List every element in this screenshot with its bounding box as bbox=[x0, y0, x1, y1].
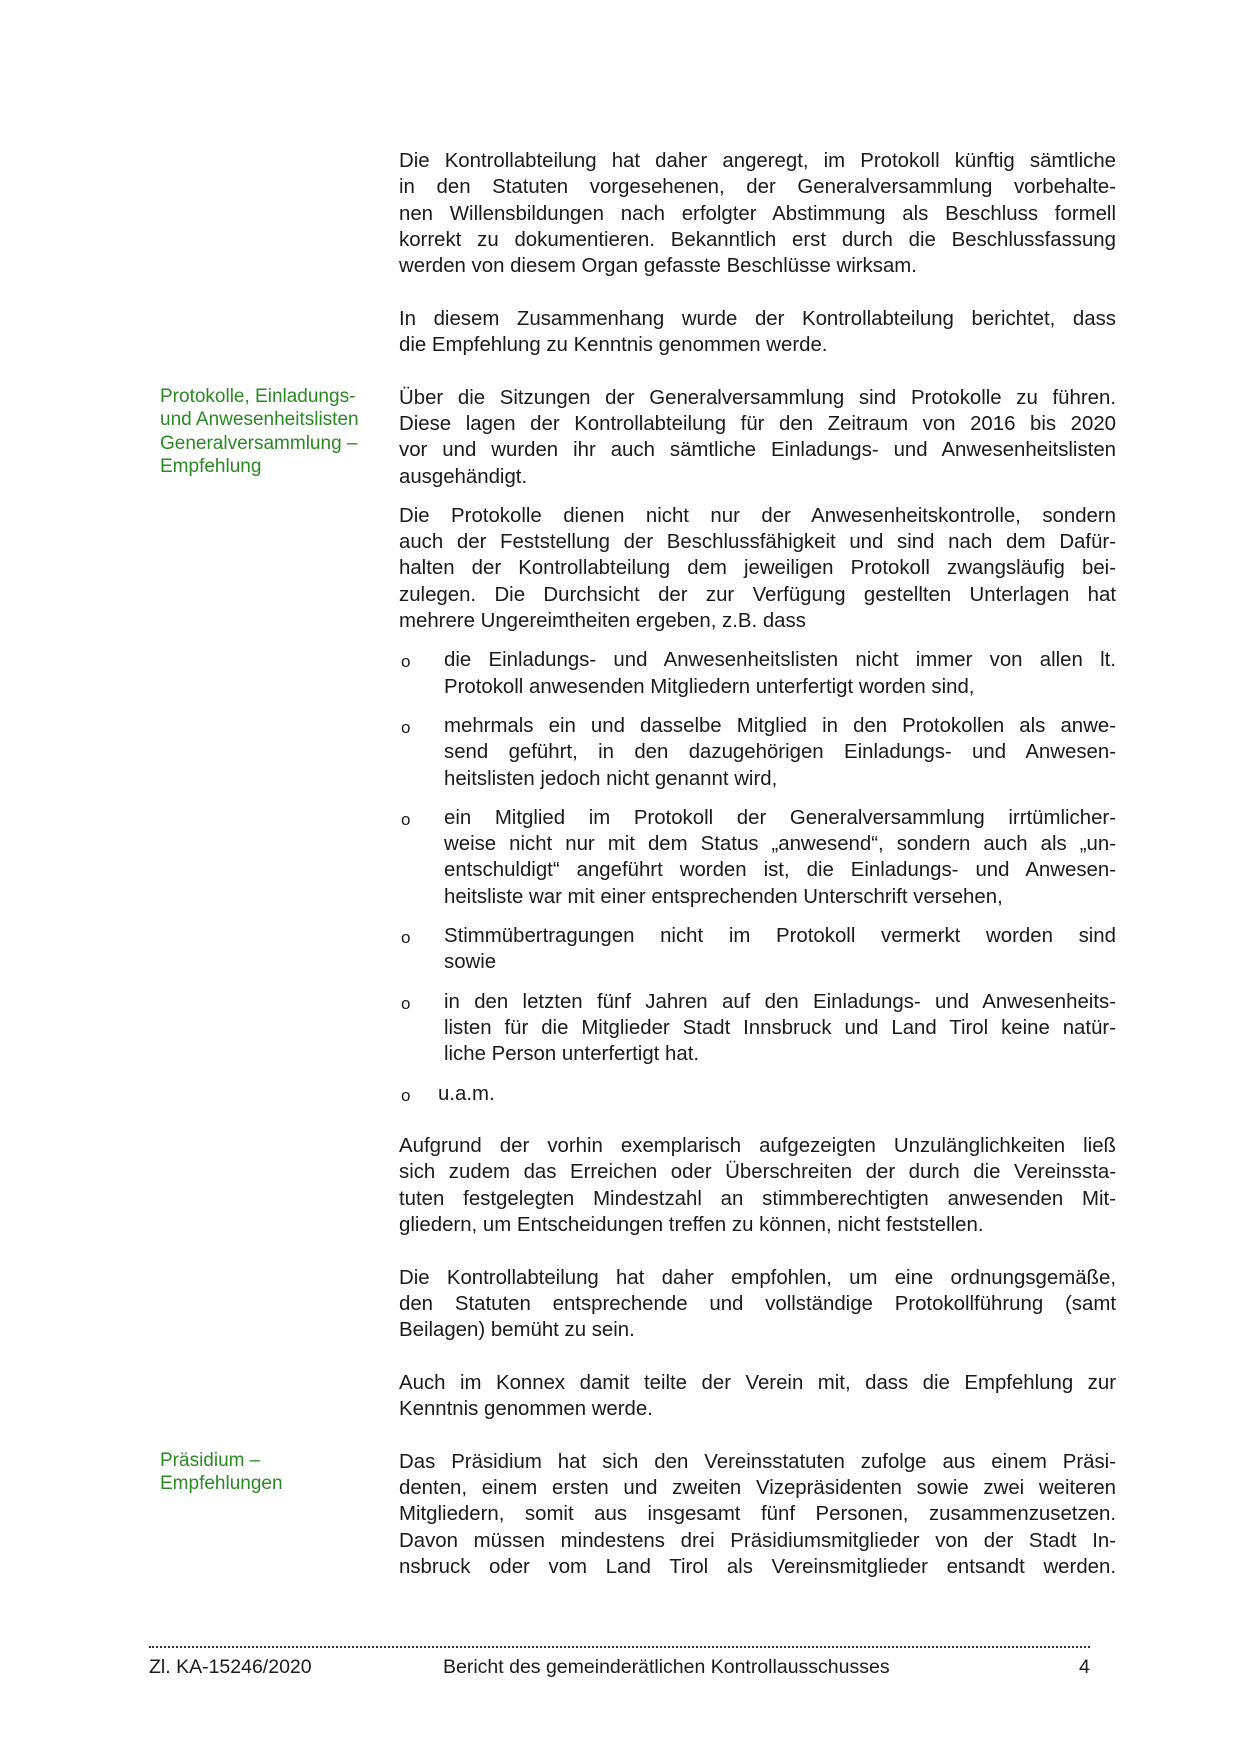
bullet-item bbox=[399, 1081, 1116, 1107]
text-line: mehrere Ungereimtheiten ergeben, z.B. dass bbox=[399, 610, 806, 633]
footer-divider bbox=[149, 1636, 1090, 1648]
text-line: send geführt, in den dazugehörigen Einladungs- und Anwesen- bbox=[444, 741, 1116, 764]
footer-title: Bericht des gemeinderätlichen Kontrollausschusses bbox=[443, 1656, 890, 1678]
bullet-marker: o bbox=[401, 993, 411, 1013]
text-line: Aufgrund der vorhin exemplarisch aufgezeigten Unzulänglichkeiten ließ bbox=[399, 1135, 1116, 1158]
text-line: liche Person unterfertigt hat. bbox=[444, 1043, 700, 1066]
bullet-marker: o bbox=[401, 928, 411, 948]
paragraph bbox=[399, 503, 1116, 634]
text-line: Die Kontrollabteilung hat daher empfohlen, um eine ordnungsgemäße, bbox=[399, 1266, 1116, 1289]
text-line: entschuldigt“ angeführt worden ist, die Einladungs- und Anwesen- bbox=[444, 859, 1116, 882]
text-line: die Einladungs- und Anwesenheitslisten nicht immer von allen lt. bbox=[444, 649, 1116, 672]
text-line: Generalversammlung – bbox=[160, 432, 358, 454]
text-line: ausgehändigt. bbox=[399, 465, 528, 488]
margin-label bbox=[160, 385, 385, 479]
text-line: in den letzten fünf Jahren auf den Einladungs- und Anwesenheits- bbox=[444, 990, 1116, 1013]
text-line: zulegen. Die Durchsicht der zur Verfügung gestellten Unterlagen hat bbox=[399, 583, 1116, 606]
paragraph bbox=[399, 306, 1116, 359]
bullet-marker: o bbox=[401, 717, 411, 737]
text-line: Präsidium – bbox=[160, 1449, 261, 1471]
text-line: auch der Feststellung der Beschlussfähigkeit und sind nach dem Dafür- bbox=[399, 531, 1116, 554]
text-line: Stimmübertragungen nicht im Protokoll vermerkt worden sind bbox=[444, 925, 1116, 948]
section-praesidium bbox=[160, 1449, 1116, 1580]
paragraph bbox=[399, 385, 1116, 490]
text-line: nen Willensbildungen nach erfolgter Abstimmung als Beschluss formell bbox=[399, 202, 1116, 225]
bullet-text: u.a.m. bbox=[438, 1082, 495, 1105]
text-line: vor und wurden ihr auch sämtliche Einladungs- und Anwesenheitslisten bbox=[399, 439, 1116, 462]
text-line: Empfehlungen bbox=[160, 1473, 283, 1495]
text-line: Beilagen) bemüht zu sein. bbox=[399, 1319, 635, 1342]
text-line: Davon müssen mindestens drei Präsidiumsmitglieder von der Stadt In- bbox=[399, 1529, 1116, 1552]
text-line: gliedern, um Entscheidungen treffen zu können, nicht feststellen. bbox=[399, 1213, 984, 1236]
text-line: weise nicht nur mit dem Status „anwesend“, sondern auch als „un- bbox=[444, 833, 1116, 856]
page-number: 4 bbox=[1079, 1656, 1090, 1678]
paragraph bbox=[399, 1133, 1116, 1238]
text-line: ein Mitglied im Protokoll der Generalversammlung irrtümlicher- bbox=[444, 806, 1116, 829]
paragraph bbox=[399, 1370, 1116, 1423]
bullet-marker: o bbox=[401, 1085, 411, 1105]
paragraph bbox=[399, 1449, 1116, 1580]
text-line: und Anwesenheitslisten bbox=[160, 409, 359, 431]
text-line: Die Protokolle dienen nicht nur der Anwesenheitskontrolle, sondern bbox=[399, 504, 1116, 527]
text-line: Diese lagen der Kontrollabteilung für den Zeitraum von 2016 bis 2020 bbox=[399, 412, 1116, 435]
text-line: den Statuten entsprechende und vollständige Protokollführung (samt bbox=[399, 1292, 1116, 1315]
paragraph bbox=[399, 1265, 1116, 1344]
text-line: korrekt zu dokumentieren. Bekanntlich erst durch die Beschlussfassung bbox=[399, 228, 1116, 251]
paragraph bbox=[399, 148, 1116, 279]
bullet-marker: o bbox=[401, 652, 411, 672]
text-line: in den Statuten vorgesehenen, der Generalversammlung vorbehalte- bbox=[399, 176, 1116, 199]
bullet-item bbox=[399, 989, 1116, 1068]
text-line: Empfehlung bbox=[160, 456, 262, 478]
text-line: sich zudem das Erreichen oder Überschreiten der durch die Vereinssta- bbox=[399, 1161, 1116, 1184]
bullet-item bbox=[399, 647, 1116, 700]
text-line: sowie bbox=[444, 951, 497, 974]
text-line: heitsliste war mit einer entsprechenden Unterschrift versehen, bbox=[444, 885, 1003, 908]
text-line: Mitgliedern, somit aus insgesamt fünf Personen, zusammenzusetzen. bbox=[399, 1503, 1116, 1526]
text-line: mehrmals ein und dasselbe Mitglied in den Protokollen als anwe- bbox=[444, 714, 1116, 737]
text-line: werden von diesem Organ gefasste Beschlüsse wirksam. bbox=[399, 255, 917, 278]
text-line: halten der Kontrollabteilung dem jeweiligen Protokoll zwangsläufig bei- bbox=[399, 557, 1116, 580]
text-line: Kenntnis genommen werde. bbox=[399, 1398, 653, 1421]
text-line: Die Kontrollabteilung hat daher angeregt, im Protokoll künftig sämtliche bbox=[399, 150, 1116, 172]
footer-reference: Zl. KA-15246/2020 bbox=[149, 1656, 312, 1678]
text-line: nsbruck oder vom Land Tirol als Vereinsmitglieder entsandt werden. bbox=[399, 1555, 1116, 1578]
text-line: heitslisten jedoch nicht genannt wird, bbox=[444, 767, 778, 790]
text-line: die Empfehlung zu Kenntnis genommen werde. bbox=[399, 334, 828, 357]
text-line: tuten festgelegten Mindestzahl an stimmberechtigten anwesenden Mit- bbox=[399, 1187, 1116, 1210]
text-line: denten, einem ersten und zweiten Vizepräsidenten sowie zwei weiteren bbox=[399, 1476, 1116, 1499]
bullet-marker: o bbox=[401, 809, 411, 829]
text-line: listen für die Mitglieder Stadt Innsbruck und Land Tirol keine natür- bbox=[444, 1016, 1116, 1039]
section-protokolle bbox=[160, 385, 1116, 1423]
text-line: Auch im Konnex damit teilte der Verein mit, dass die Empfehlung zur bbox=[399, 1371, 1116, 1394]
text-line: In diesem Zusammenhang wurde der Kontrollabteilung berichtet, dass bbox=[399, 307, 1116, 330]
text-line: Das Präsidium hat sich den Vereinsstatuten zufolge aus einem Präsi- bbox=[399, 1450, 1116, 1473]
text-line: Protokoll anwesenden Mitgliedern unterfertigt worden sind, bbox=[444, 675, 975, 698]
text-line: Protokolle, Einladungs- bbox=[160, 385, 356, 407]
bullet-item bbox=[399, 713, 1116, 792]
bullet-item bbox=[399, 805, 1116, 910]
bullet-item bbox=[399, 923, 1116, 976]
margin-label bbox=[160, 1449, 385, 1496]
document-body bbox=[160, 148, 1116, 1606]
text-line: Über die Sitzungen der Generalversammlung sind Protokolle zu führen. bbox=[399, 386, 1116, 409]
